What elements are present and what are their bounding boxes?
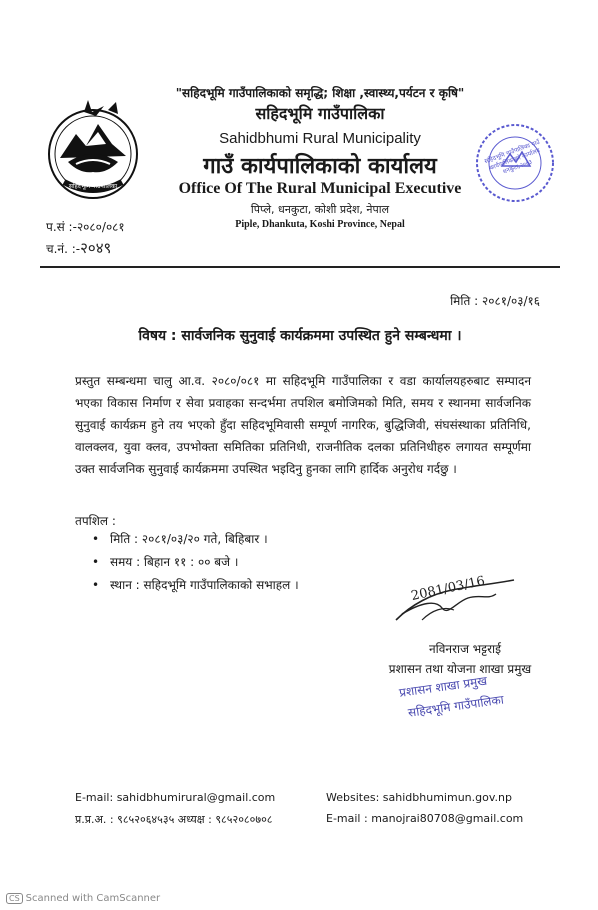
footer-email-value[interactable]: sahidbhumirural@gmail.com <box>116 791 276 804</box>
tapsil-list <box>92 528 299 597</box>
round-office-stamp <box>472 120 558 206</box>
footer-website-label: Websites: <box>326 791 380 804</box>
municipality-name-english: Sahidbhumi Rural Municipality <box>219 130 421 147</box>
footer-email <box>75 791 275 804</box>
tapsil-item-date: • मिति : २०८१/०३/२० गते, बिहिबार । <box>92 528 299 551</box>
chalani-number <box>46 238 111 258</box>
footer-phone: प्र.प्र.अ. : ९८५२०६४५३५ अध्यक्ष : ९८५२०८०७०८ <box>75 813 273 826</box>
header-motto: "सहिदभूमि गाउँपालिकाको समृद्धि; शिक्षा ,स्वास्थ्य,पर्यटन र कृषि" <box>175 86 465 100</box>
footer-email-2-label: E-mail : <box>326 812 368 825</box>
chalani-number-value: २०४९ <box>80 239 112 257</box>
tapsil-label: तपशिल : <box>75 514 116 528</box>
tapsil-item-time: • समय : बिहान ११ : ०० बजे । <box>92 551 299 574</box>
round-stamp-text: सहिदभूमि गाउँपालिका गाउँ कार्यपालिकाको कार्यालय धनकुटा,२०७३ <box>483 138 542 176</box>
footer-website <box>326 791 512 804</box>
footer-website-value[interactable]: sahidbhumimun.gov.np <box>382 791 512 804</box>
tapsil-item-place: • स्थान : सहिदभूमि गाउँपालिकाको सभाहल । <box>92 574 299 597</box>
footer-email-2-value[interactable]: manojrai80708@gmail.com <box>371 812 524 825</box>
camscanner-watermark <box>6 893 160 904</box>
signature-handwritten-date: 2081/03/16 <box>409 573 487 604</box>
letter-subject: विषय : सार्वजनिक सुनुवाई कार्यक्रममा उपस्थित हुने सम्बन्धमा । <box>138 328 462 344</box>
header-divider <box>40 266 560 268</box>
signatory-name: नविनराज भट्टराई <box>428 642 502 656</box>
designation-stamp-line2: सहिदभूमि गाउँपालिका <box>407 692 505 720</box>
emblem-text: सहिदभूमि गाउँपालिका <box>68 183 118 190</box>
camscanner-text: Scanned with CamScanner <box>25 893 161 904</box>
chalani-number-label: च.नं. :- <box>46 242 81 256</box>
office-name-english: Office Of The Rural Municipal Executive <box>178 180 462 197</box>
municipality-emblem <box>46 98 140 202</box>
patra-sankhya-label: प.सं :- <box>46 220 77 234</box>
letter-date: मिति : २०८१/०३/१६ <box>450 294 540 308</box>
designation-stamp-line1: प्रशासन शाखा प्रमुख <box>398 673 488 700</box>
signatory-title: प्रशासन तथा योजना शाखा प्रमुख <box>388 662 532 676</box>
patra-sankhya <box>46 218 125 235</box>
footer-email-label: E-mail: <box>75 791 114 804</box>
address-nepali: पिप्ले, धनकुटा, कोशी प्रदेश, नेपाल <box>250 203 390 216</box>
footer-email-2 <box>326 812 523 825</box>
camscanner-icon: CS <box>6 893 23 904</box>
patra-sankhya-value: २०८०/०८१ <box>76 220 125 234</box>
address-english: Piple, Dhankuta, Koshi Province, Nepal <box>235 219 405 230</box>
letter-body: प्रस्तुत सम्बन्धमा चालु आ.व. २०८०/०८१ मा सहिदभूमि गाउँपालिका र वडा कार्यालयहरुबाट सम्पादन भएका विकास निर्माण र सेवा प्रवाहका सन्दर्भमा तपशिल बमोजिमको मिति, समय र स्थानमा सार्वजनिक सुनुवाई कार्यक्रम हुने तय भएको हुँदा सहिदभूमिवासी सम्पूर्ण नागरिक, बुद्धिजिवी, संघसंस्थाका प्रतिनिधि, वालक्लव, युवा क्लव, उपभोक्ता समितिका प्रतिनिधी, राजनीतिक दलका प्रतिनिधीहरु लगायत सम्पूर्णमा उक्त सार्वजनिक सुनुवाई कार्यक्रममा उपस्थित भइदिनु हुनका लागि हार्दिक अनुरोध गर्दछु । <box>75 374 531 476</box>
municipality-name-nepali: सहिदभूमि गाउँपालिका <box>255 104 385 123</box>
office-name-nepali: गाउँ कार्यपालिकाको कार्यालय <box>203 154 437 179</box>
